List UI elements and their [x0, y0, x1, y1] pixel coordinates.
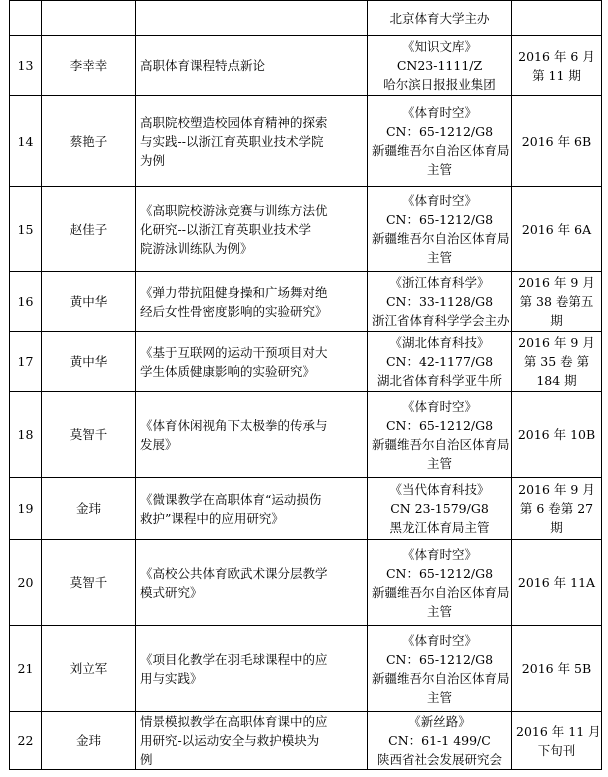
date-cell [512, 1, 602, 36]
table-row [10, 1, 602, 36]
row-number: 15 [17, 221, 34, 237]
title-cell [136, 478, 368, 540]
title-cell [136, 272, 368, 332]
title-line: 《体育休闲视角下太极拳的传承与 [140, 417, 328, 433]
row-number-cell [10, 1, 42, 36]
row-number: 20 [17, 575, 34, 590]
journal-cell [368, 478, 512, 540]
date-line: 期 [550, 520, 563, 535]
row-number-cell [10, 626, 42, 712]
row-number: 13 [17, 58, 34, 73]
date-cell [512, 272, 602, 332]
journal-cell [368, 540, 512, 626]
author-name: 金玮 [75, 501, 101, 516]
title-line: 学生体质健康影响的实验研究》 [140, 363, 316, 379]
title-line: 模式研究》 [140, 584, 203, 600]
row-number-cell [10, 540, 42, 626]
journal-line: 《知识文库》 [401, 39, 477, 54]
title-line: 用与实践》 [140, 670, 203, 686]
date-cell [512, 540, 602, 626]
title-line: 经后女性骨密度影响的实验研究》 [140, 303, 328, 319]
journal-line: 新疆维吾尔自治区体育局 [372, 143, 510, 158]
date-cell [512, 187, 602, 272]
author-cell [42, 36, 136, 96]
journal-line: 《体育时空》 [401, 398, 477, 414]
journal-cell [368, 96, 512, 187]
author-name: 李幸幸 [69, 58, 108, 73]
date-line: 2016 年 6A [521, 221, 592, 237]
row-number-cell [10, 712, 42, 770]
title-line: 发展》 [140, 436, 178, 452]
row-number-cell [10, 36, 42, 96]
journal-line: 新疆维吾尔自治区体育局 [372, 436, 510, 452]
author-cell [42, 392, 136, 478]
title-cell [136, 332, 368, 392]
title-cell [136, 392, 368, 478]
title-line: 高职院校塑造校园体育精神的探索 [140, 114, 328, 130]
title-line: 救护”课程中的应用研究》 [140, 510, 284, 526]
date-line: 2016 年 6B [521, 133, 592, 149]
journal-line: 哈尔滨日报报业集团 [383, 77, 496, 92]
journal-cell [368, 187, 512, 272]
journal-line: CN：65-1212/G8 [385, 124, 494, 139]
date-line: 第 38 卷第五 [519, 294, 594, 309]
row-number: 22 [17, 733, 34, 748]
journal-line: 北京体育大学主办 [389, 10, 490, 26]
table-row [10, 187, 602, 272]
journal-line: 《当代体育科技》 [389, 482, 490, 497]
author-cell [42, 96, 136, 187]
journal-line: 《体育时空》 [401, 105, 477, 120]
journal-line: 黑龙江体育局主管 [389, 520, 490, 535]
journal-cell [368, 392, 512, 478]
journal-line: 《新丝路》 [408, 714, 471, 729]
row-number: 18 [17, 427, 34, 442]
date-line: 下旬刊 [537, 742, 576, 758]
title-cell [136, 712, 368, 770]
row-number-cell [10, 392, 42, 478]
author-name: 黄中华 [69, 294, 108, 309]
journal-line: CN：65-1212/G8 [385, 565, 494, 581]
row-number: 16 [17, 294, 34, 309]
title-line: 为例 [140, 152, 166, 168]
author-cell [42, 626, 136, 712]
journal-line: 湖北省体育科学亚牛所 [376, 373, 502, 388]
table-row [10, 540, 602, 626]
title-cell [136, 187, 368, 272]
title-cell [136, 540, 368, 626]
journal-cell [368, 36, 512, 96]
date-line: 第 11 期 [532, 67, 581, 83]
date-line: 2016 年 6 月 [518, 48, 595, 64]
title-cell [136, 626, 368, 712]
title-line: 《基于互联网的运动干预项目对大 [140, 344, 328, 360]
row-number: 21 [17, 661, 34, 676]
table-row [10, 96, 602, 187]
date-line: 2016 年 9 月 [518, 335, 595, 350]
title-cell [136, 36, 368, 96]
title-line: 《项目化教学在羽毛球课程中的应 [140, 651, 328, 667]
publications-table [9, 0, 602, 770]
journal-line: 《湖北体育科技》 [389, 335, 490, 350]
date-cell [512, 626, 602, 712]
date-line: 2016 年 5B [521, 661, 592, 676]
title-line: 情景模拟教学在高职体育课中的应 [140, 714, 328, 729]
date-line: 期 [550, 313, 563, 328]
row-number-cell [10, 478, 42, 540]
journal-line: 主管 [426, 455, 452, 471]
journal-line: 新疆维吾尔自治区体育局 [372, 584, 510, 600]
author-name: 刘立军 [69, 661, 108, 676]
row-number-cell [10, 272, 42, 332]
title-cell [136, 96, 368, 187]
journal-line: CN23-1111/Z [396, 58, 483, 73]
row-number: 19 [17, 501, 34, 516]
author-name: 黄中华 [69, 354, 108, 369]
journal-cell [368, 332, 512, 392]
date-line: 2016 年 11A [517, 575, 596, 590]
journal-line: CN：61-1 499/C [388, 733, 491, 748]
journal-line: 《浙江体育科学》 [389, 275, 490, 290]
author-name: 赵佳子 [69, 221, 108, 237]
journal-line: 新疆维吾尔自治区体育局 [372, 670, 510, 686]
title-line: 《微课教学在高职体育“运动损伤 [140, 491, 322, 507]
date-line: 2016 年 9 月 [518, 275, 595, 290]
author-name: 金玮 [75, 733, 101, 748]
journal-line: 《体育时空》 [401, 193, 477, 208]
author-name: 莫智千 [69, 427, 108, 442]
date-line: 2016 年 9 月 [518, 482, 595, 497]
journal-cell [368, 272, 512, 332]
author-cell [42, 540, 136, 626]
title-line: 用研究-以运动安全与救护模块为 [140, 733, 320, 748]
journal-cell [368, 1, 512, 36]
journal-line: 新疆维吾尔自治区体育局 [372, 231, 510, 246]
row-number: 17 [17, 354, 34, 369]
date-cell [512, 712, 602, 770]
table-row [10, 712, 602, 770]
title-line: 高职体育课程特点新论 [140, 58, 266, 73]
table-row [10, 478, 602, 540]
author-cell [42, 1, 136, 36]
journal-line: CN：65-1212/G8 [385, 651, 494, 667]
date-cell [512, 478, 602, 540]
author-cell [42, 187, 136, 272]
journal-line: 主管 [426, 689, 452, 705]
journal-line: CN：33-1128/G8 [385, 294, 494, 309]
row-number-cell [10, 187, 42, 272]
title-cell [136, 1, 368, 36]
journal-line: CN：65-1212/G8 [385, 417, 494, 433]
table-row [10, 272, 602, 332]
journal-line: 主管 [426, 250, 452, 265]
journal-line: CN 23-1579/G8 [390, 501, 489, 516]
date-line: 第 6 卷第 27 [519, 501, 594, 516]
journal-line: CN：42-1177/G8 [385, 354, 494, 369]
title-line: 《高校公共体育欧武术课分层教学 [140, 565, 328, 581]
author-cell [42, 712, 136, 770]
title-line: 院游泳训练队为例》 [140, 240, 253, 256]
journal-cell [368, 626, 512, 712]
author-name: 莫智千 [69, 575, 108, 590]
table-row [10, 332, 602, 392]
journal-line: 主管 [426, 603, 452, 619]
title-line: 与实践--以浙江育英职业技术学院 [140, 133, 324, 149]
journal-line: 陕西省社会发展研究会 [376, 752, 502, 767]
author-cell [42, 478, 136, 540]
date-line: 2016 年 10B [517, 427, 596, 442]
title-line: 化研究--以浙江育英职业技术学 [140, 221, 311, 237]
date-cell [512, 36, 602, 96]
date-cell [512, 392, 602, 478]
row-number-cell [10, 96, 42, 187]
table-row [10, 392, 602, 478]
table-row [10, 36, 602, 96]
date-cell [512, 96, 602, 187]
row-number: 14 [17, 133, 34, 149]
journal-line: 浙江省体育科学学会主办 [372, 313, 510, 328]
journal-line: 《体育时空》 [401, 632, 477, 648]
journal-line: 《体育时空》 [401, 546, 477, 562]
author-cell [42, 332, 136, 392]
author-cell [42, 272, 136, 332]
publications-table-body [10, 1, 602, 770]
journal-cell [368, 712, 512, 770]
title-line: 《高职院校游泳竞赛与训练方法优 [140, 202, 328, 218]
title-line: 《弹力带抗阻健身操和广场舞对绝 [140, 284, 328, 300]
row-number-cell [10, 332, 42, 392]
author-name: 蔡艳子 [69, 133, 108, 149]
date-line: 2016 年 11 月 [516, 723, 601, 739]
date-cell [512, 332, 602, 392]
journal-line: CN：65-1212/G8 [385, 212, 494, 227]
journal-line: 主管 [426, 162, 452, 177]
date-line: 第 35 卷 第 [523, 354, 590, 369]
date-line: 184 期 [536, 373, 577, 388]
table-row [10, 626, 602, 712]
title-line: 例 [140, 752, 153, 767]
